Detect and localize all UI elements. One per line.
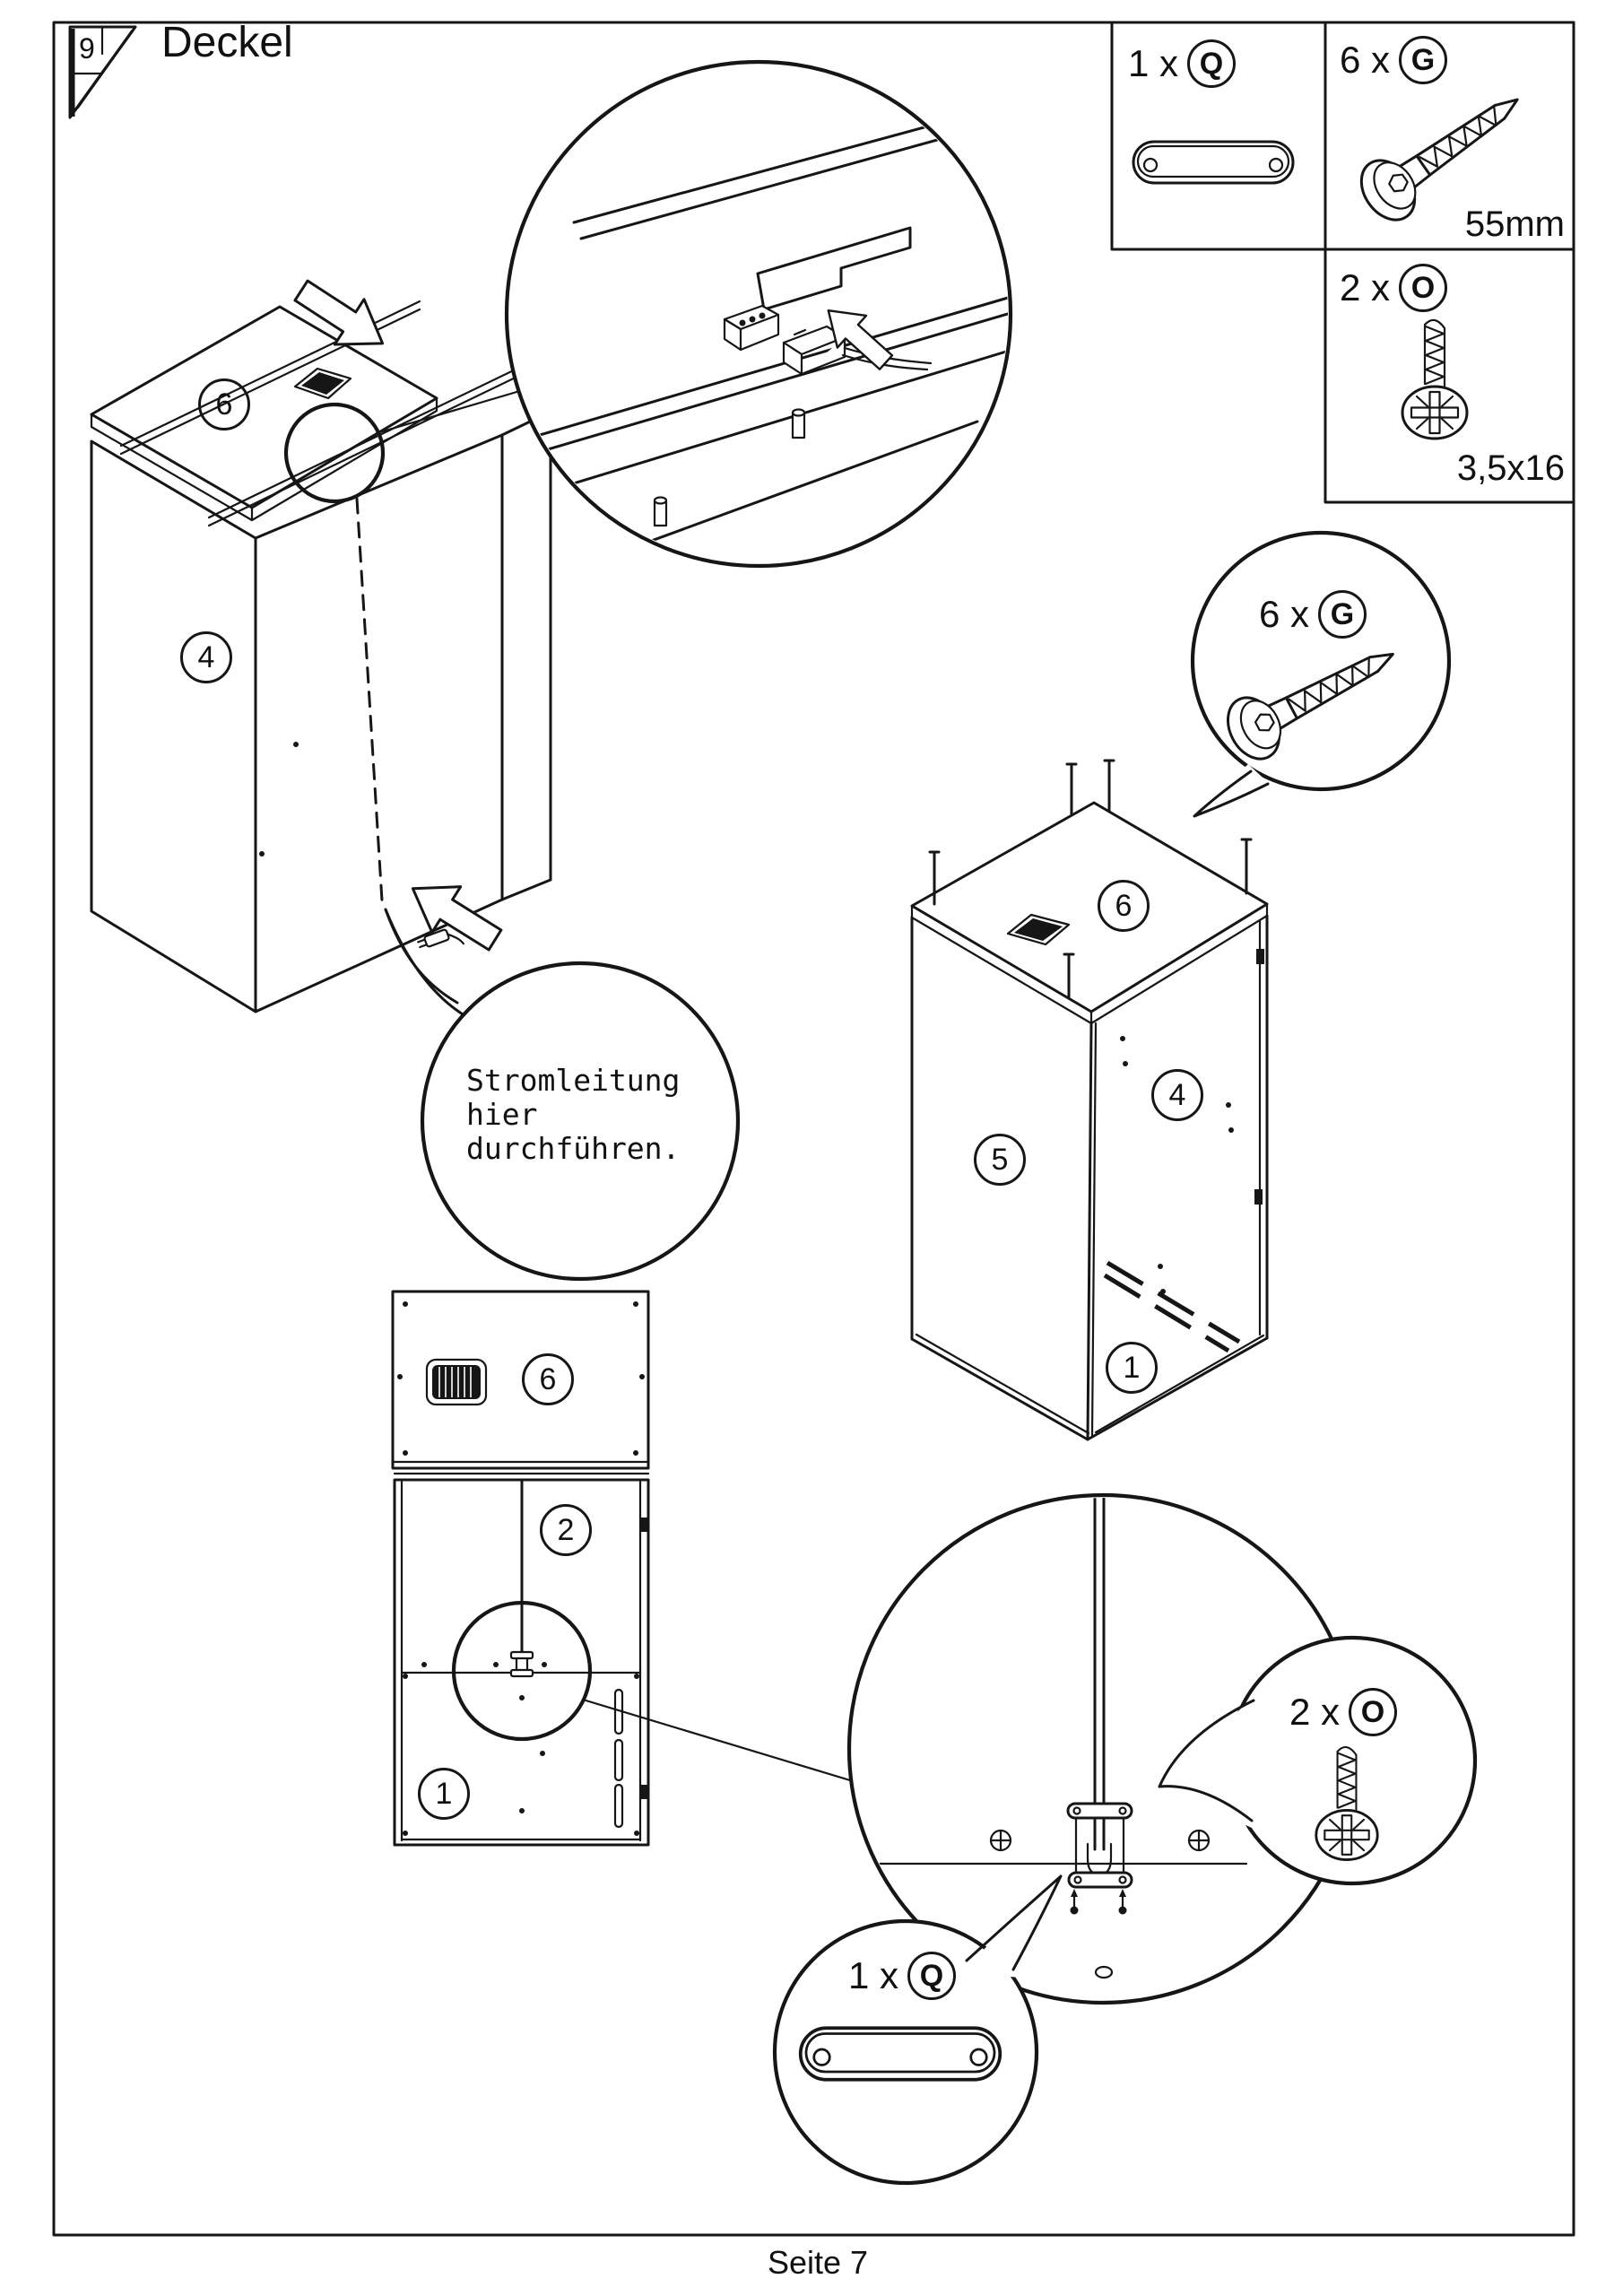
screw-position-marks — [930, 761, 1251, 997]
parts-box-long-screw-label — [1340, 36, 1447, 84]
part-label-top-panel-cab2: 6 — [1098, 880, 1150, 932]
vent-cutout-icon — [427, 1360, 486, 1405]
clamp-plate-callout-bubble — [775, 1874, 1061, 2183]
part-label-side-panel-cab1: 4 — [180, 631, 232, 683]
clamp-plate-bottom — [1069, 1873, 1132, 1887]
qty-text: 2 x — [1340, 266, 1391, 309]
part-label-top-panel-cab1: 6 — [198, 378, 250, 430]
qty-text: 1 x — [848, 1954, 899, 1996]
part-label-side-panel-cab2: 4 — [1151, 1069, 1203, 1121]
callout-long-screw-label — [1259, 590, 1367, 639]
part-label-back-panel-cab2: 5 — [974, 1134, 1026, 1186]
note-line-1: Stromleitung — [466, 1063, 681, 1098]
qty-text: 1 x — [1128, 42, 1179, 84]
cabinet-assembly-view-1 — [91, 268, 551, 1012]
rail-connector-magnifier — [507, 62, 1015, 566]
part-letter-g: G — [1318, 590, 1367, 639]
parts-boxes — [1112, 22, 1574, 502]
slide-direction-arrow — [287, 268, 397, 366]
page-title: Deckel — [161, 19, 293, 66]
part-letter-o: O — [1349, 1688, 1397, 1736]
part-label-bottom-panel-cab2: 1 — [1106, 1342, 1158, 1394]
page-footer: Seite 7 — [767, 2244, 869, 2281]
qty-text: 6 x — [1259, 593, 1310, 635]
part-label-bottom-panel-front: 1 — [418, 1768, 470, 1820]
cabinet-assembly-view-2 — [912, 761, 1267, 1439]
part-label-top-panel-front: 6 — [522, 1353, 574, 1405]
part-letter-q: Q — [907, 1952, 956, 2000]
step-number: 9 — [79, 32, 95, 65]
vent-cutout-icon — [1008, 915, 1069, 944]
cabinet-front-view — [393, 1292, 859, 1845]
qty-text: 6 x — [1340, 39, 1391, 81]
long-screw-callout-bubble — [1193, 533, 1449, 816]
detail-highlight-circle — [286, 404, 383, 501]
vent-cutout-icon — [295, 369, 351, 398]
cable-route-dashed-line — [357, 499, 382, 900]
note-text — [466, 1064, 680, 1166]
note-line-2: hier — [466, 1097, 538, 1132]
part-letter-q: Q — [1187, 39, 1236, 88]
callout-small-screw-label — [1289, 1688, 1397, 1736]
cable-clamp-icon — [511, 1652, 533, 1676]
part-label-divider-front: 2 — [540, 1504, 592, 1556]
parts-box-plate-label — [1128, 39, 1236, 88]
qty-text: 2 x — [1289, 1691, 1341, 1733]
cable-direction-arrow — [399, 865, 509, 962]
part-letter-g: G — [1399, 36, 1447, 84]
callout-plate-label — [848, 1952, 956, 2000]
parts-box-small-screw-label — [1340, 264, 1447, 312]
clamp-plate-top — [1068, 1804, 1132, 1818]
note-line-3: durchführen. — [466, 1131, 681, 1166]
part-letter-o: O — [1399, 264, 1447, 312]
screw-size-label: 3,5x16 — [1456, 448, 1565, 488]
screw-length-label: 55mm — [1464, 204, 1565, 244]
